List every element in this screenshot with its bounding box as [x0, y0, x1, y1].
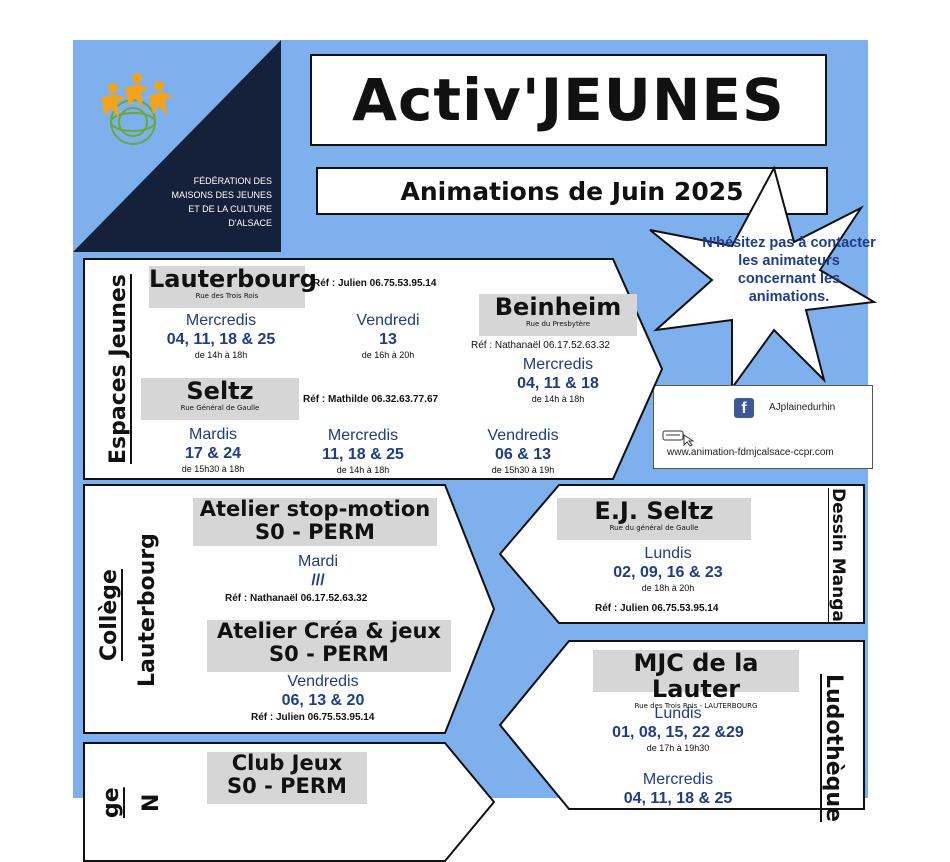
- espaces-jeunes-label: Espaces Jeunes: [106, 274, 131, 464]
- mjc-schedule-1: Lundis 01, 08, 15, 22 &29 de 17h à 19h30: [612, 705, 744, 753]
- bottom-label-1: ge: [99, 787, 124, 818]
- bottom-label-2: N: [139, 793, 164, 812]
- stop-motion-schedule: Mardi ///: [297, 553, 338, 589]
- seltz-schedule-2: Mercredis 11, 18 & 25 de 14h à 18h: [322, 427, 404, 475]
- college-label-1: Collège: [97, 569, 122, 661]
- seltz-header: Seltz Rue Général de Gaulle: [141, 378, 299, 420]
- beinheim-ref: Réf : Nathanaël 06.17.52.63.32: [471, 340, 610, 351]
- poster-subtitle: Animations de Juin 2025: [316, 167, 828, 215]
- seltz-schedule-3: Vendredis 06 & 13 de 15h30 à 19h: [487, 427, 559, 475]
- club-jeux-header: Club Jeux S0 - PERM: [207, 752, 367, 804]
- website-link[interactable]: www.animation-fdmjcalsace-ccpr.com: [667, 447, 834, 458]
- crea-jeux-ref: Réf : Julien 06.75.53.95.14: [251, 712, 375, 723]
- seltz-schedule-1: Mardis 17 & 24 de 15h30 à 18h: [181, 426, 245, 474]
- lauterbourg-schedule-2: Vendredi 13 de 16h à 20h: [356, 312, 420, 360]
- poster-title: Activ'JEUNES: [310, 54, 827, 146]
- stop-motion-header: Atelier stop-motion S0 - PERM: [193, 498, 437, 546]
- lauterbourg-header: Lauterbourg Rue des Trois Rois: [149, 266, 305, 308]
- federation-name: FÉDÉRATION DES MAISONS DES JEUNES ET DE LA CULTURE D'ALSACE: [171, 176, 272, 228]
- dessin-manga-label: Dessin Manga: [828, 488, 848, 622]
- ludotheque-label: Ludothèque: [821, 674, 846, 822]
- poster: [73, 40, 876, 822]
- seltz-ref: Réf : Mathilde 06.32.63.77.67: [303, 394, 439, 405]
- ej-seltz-header: E.J. Seltz Rue du général de Gaulle: [557, 498, 751, 540]
- contact-box: [653, 385, 873, 469]
- ej-seltz-schedule: Lundis 02, 09, 16 & 23 de 18h à 20h: [613, 545, 723, 593]
- college-label-2: Lauterbourg: [135, 533, 160, 687]
- logo-people-icon: [101, 73, 173, 144]
- facebook-page-name[interactable]: AJplainedurhin: [769, 402, 836, 413]
- crea-jeux-header: Atelier Créa & jeux S0 - PERM: [207, 620, 451, 672]
- beinheim-header: Beinheim Rue du Presbytère: [479, 294, 637, 336]
- beinheim-schedule-1: Mercredis 04, 11 & 18 de 14h à 18h: [517, 356, 599, 404]
- facebook-icon[interactable]: f: [734, 398, 754, 418]
- web-cursor-icon: [662, 430, 696, 446]
- stop-motion-ref: Réf : Nathanaël 06.17.52.63.32: [225, 593, 368, 604]
- crea-jeux-schedule: Vendredis 06, 13 & 20: [281, 673, 365, 709]
- mjc-schedule-2: Mercredis 04, 11, 18 & 25: [623, 771, 733, 807]
- ej-seltz-ref: Réf : Julien 06.75.53.95.14: [595, 603, 719, 614]
- lauterbourg-ref: Réf : Julien 06.75.53.95.14: [313, 278, 437, 289]
- lauterbourg-schedule-1: Mercredis 04, 11, 18 & 25 de 14h à 18h: [166, 312, 276, 360]
- callout-text: N'hésitez pas à contacter les animateurs concernant les animations.: [702, 235, 876, 305]
- mjc-header: MJC de la Lauter Rue des Trois Rois - LAUTERBOURG: [593, 650, 799, 692]
